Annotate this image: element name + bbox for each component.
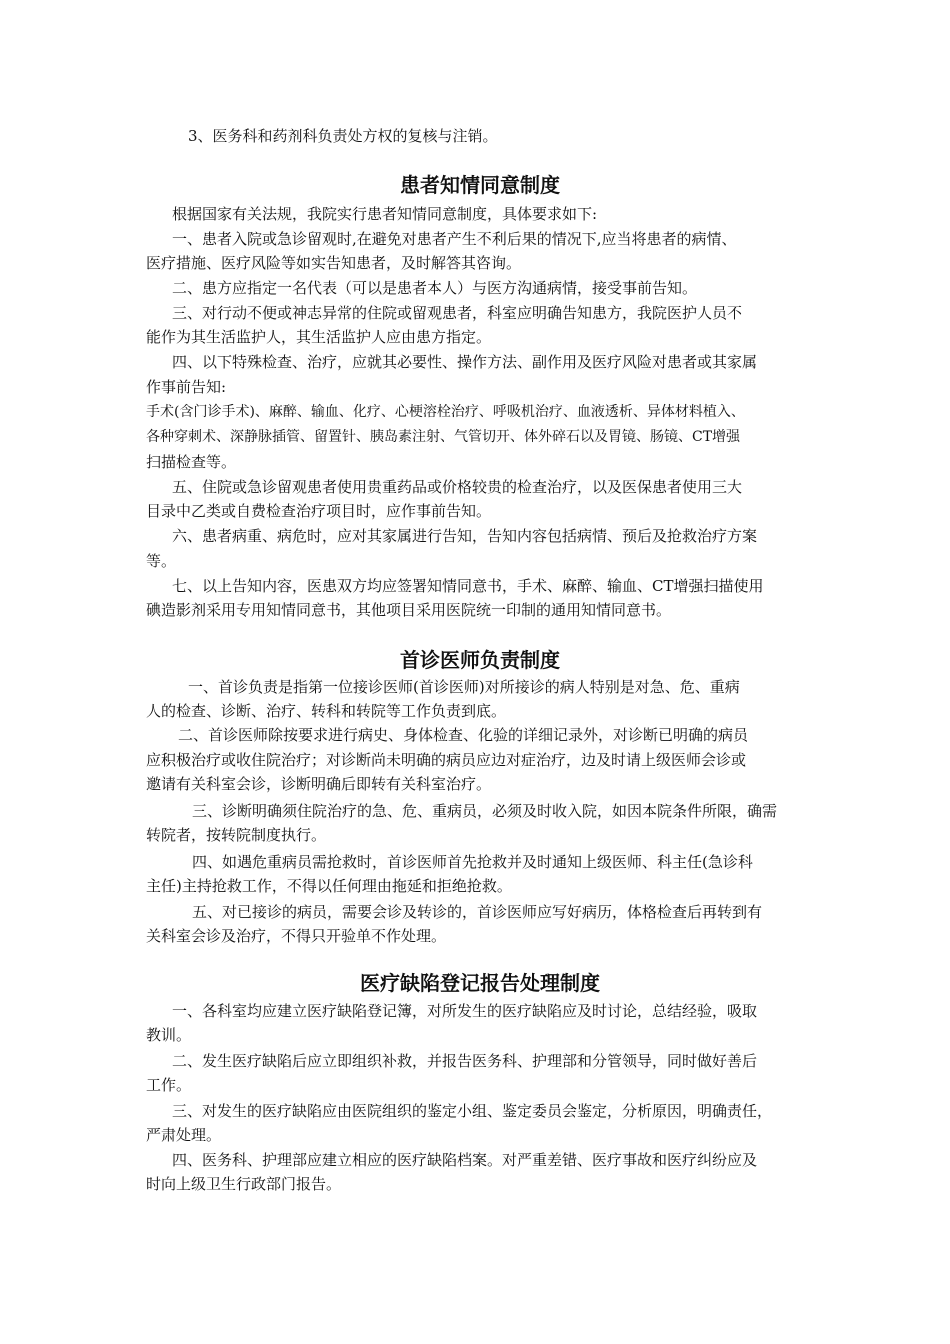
top-line: 3、医务科和药剂科负责处方权的复核与注销。 [188, 127, 498, 145]
paragraph-line: 五、住院或急诊留观患者使用贵重药品或价格较贵的检查治疗，以及医保患者使用三大 [172, 478, 743, 496]
paragraph-line: 二、首诊医师除按要求进行病史、身体检查、化验的详细记录外，对诊断已明确的病员 [178, 726, 749, 744]
paragraph-line: 六、患者病重、病危时，应对其家属进行告知，告知内容包括病情、预后及抢救治疗方案 [172, 527, 758, 545]
paragraph-line: 四、如遇危重病员需抢救时，首诊医师首先抢救并及时通知上级医师、科主任(急诊科 [192, 853, 753, 871]
paragraph-line: 碘造影剂采用专用知情同意书，其他项目采用医院统一印制的通用知情同意书。 [146, 601, 672, 619]
paragraph-line: 一、患者入院或急诊留观时,在避免对患者产生不利后果的情况下,应当将患者的病情、 [172, 230, 737, 248]
paragraph-line: 手术(含门诊手术)、麻醉、输血、化疗、心梗溶栓治疗、呼吸机治疗、血液透析、异体材料植入、 [146, 404, 745, 420]
paragraph-line: 根据国家有关法规，我院实行患者知情同意制度，具体要求如下: [172, 205, 598, 223]
paragraph-line: 四、医务科、护理部应建立相应的医疗缺陷档案。对严重差错、医疗事故和医疗纠纷应及 [172, 1151, 758, 1169]
paragraph-line: 教训。 [146, 1026, 192, 1044]
paragraph-line: 三、诊断明确须住院治疗的急、危、重病员，必须及时收入院，如因本院条件所限，确需 [192, 802, 778, 820]
section-title-first-visit-doctor: 首诊医师负责制度 [400, 648, 560, 672]
paragraph-line: 时向上级卫生行政部门报告。 [146, 1175, 342, 1193]
paragraph-line: 应积极治疗或收住院治疗；对诊断尚未明确的病员应边对症治疗，边及时请上级医师会诊或 [146, 751, 747, 769]
paragraph-line: 工作。 [146, 1076, 192, 1094]
paragraph-line: 一、首诊负责是指第一位接诊医师(首诊医师)对所接诊的病人特别是对急、危、重病 [188, 678, 740, 696]
paragraph-line: 作事前告知: [146, 378, 227, 396]
paragraph-line: 关科室会诊及治疗，不得只开验单不作处理。 [146, 927, 447, 945]
paragraph-line: 各种穿刺术、深静脉插管、留置针、胰岛素注射、气管切开、体外碎石以及胃镜、肠镜、CT增强 [146, 429, 741, 445]
paragraph-line: 主任)主持抢救工作，不得以任何理由拖延和拒绝抢救。 [146, 877, 512, 895]
paragraph-line: 能作为其生活监护人，其生活监护人应由患方指定。 [146, 328, 492, 346]
paragraph-line: 三、对行动不便或神志异常的住院或留观患者，科室应明确告知患方，我院医护人员不 [172, 304, 743, 322]
paragraph-line: 一、各科室均应建立医疗缺陷登记簿，对所发生的医疗缺陷应及时讨论，总结经验，吸取 [172, 1002, 758, 1020]
paragraph-line: 转院者，按转院制度执行。 [146, 826, 327, 844]
paragraph-line: 邀请有关科室会诊，诊断明确后即转有关科室治疗。 [146, 775, 492, 793]
paragraph-line: 七、以上告知内容，医患双方均应签署知情同意书，手术、麻醉、输血、CT增强扫描使用 [172, 577, 764, 595]
paragraph-line: 目录中乙类或自费检查治疗项目时，应作事前告知。 [146, 502, 492, 520]
section-title-medical-defect-report: 医疗缺陷登记报告处理制度 [360, 971, 600, 995]
paragraph-line: 二、患方应指定一名代表（可以是患者本人）与医方沟通病情，接受事前告知。 [172, 279, 698, 297]
paragraph-line: 四、以下特殊检查、治疗，应就其必要性、操作方法、副作用及医疗风险对患者或其家属 [172, 353, 758, 371]
paragraph-line: 五、对已接诊的病员，需要会诊及转诊的，首诊医师应写好病历，体格检查后再转到有 [192, 903, 763, 921]
paragraph-line: 人的检查、诊断、治疗、转科和转院等工作负责到底。 [146, 702, 507, 720]
paragraph-line: 二、发生医疗缺陷后应立即组织补救，并报告医务科、护理部和分管领导，同时做好善后 [172, 1052, 758, 1070]
paragraph-line: 医疗措施、医疗风险等如实告知患者，及时解答其咨询。 [146, 254, 522, 272]
section-title-informed-consent: 患者知情同意制度 [400, 173, 560, 197]
paragraph-line: 扫描检查等。 [146, 453, 237, 471]
paragraph-line: 三、对发生的医疗缺陷应由医院组织的鉴定小组、鉴定委员会鉴定，分析原因，明确责任， [172, 1102, 773, 1120]
paragraph-line: 等。 [146, 552, 177, 570]
paragraph-line: 严肃处理。 [146, 1126, 222, 1144]
